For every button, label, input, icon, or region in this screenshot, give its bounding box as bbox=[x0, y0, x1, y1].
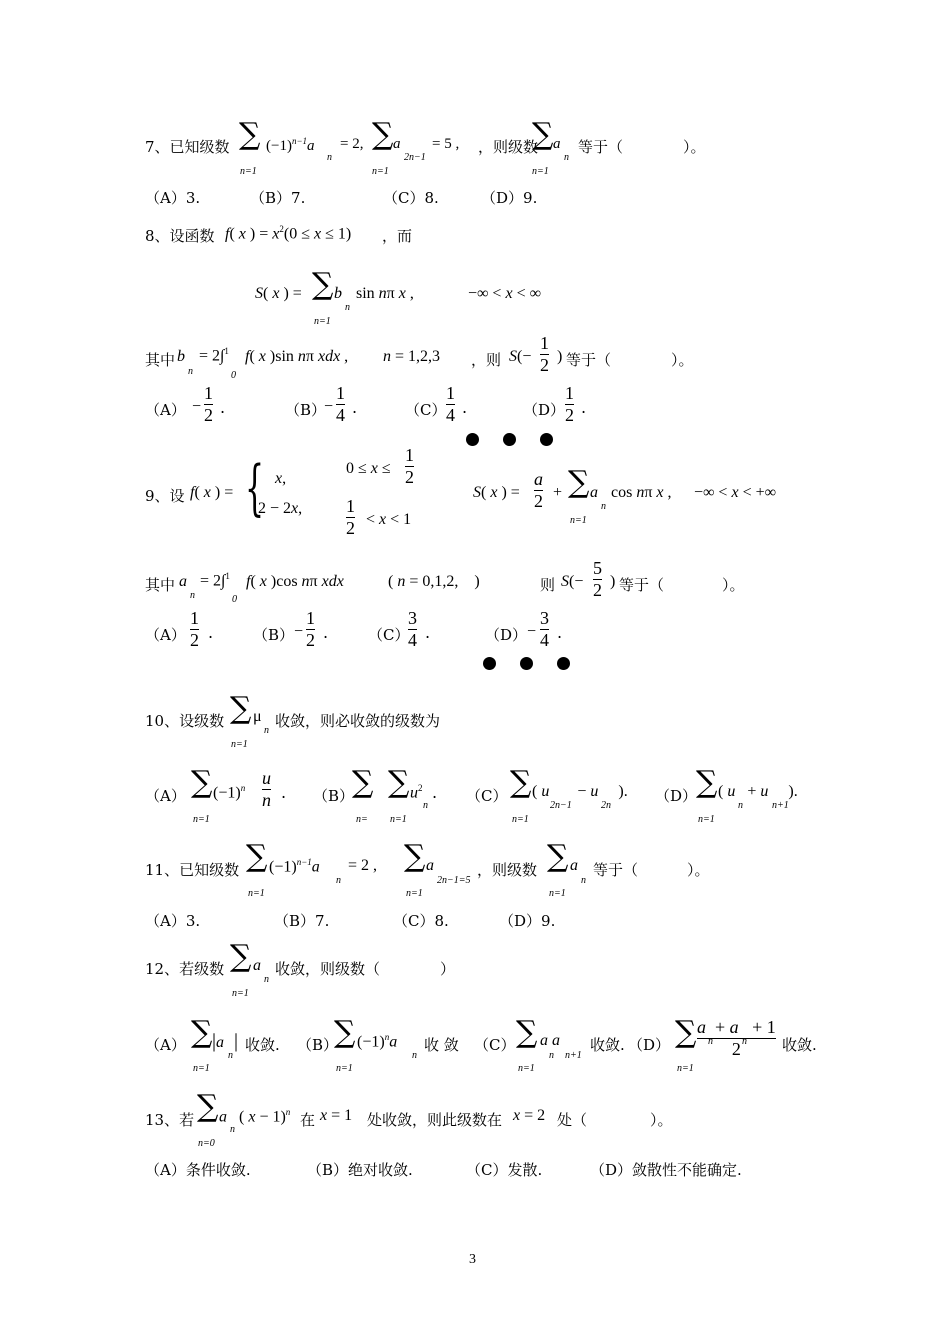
q13-stem-a: 若 bbox=[179, 1111, 195, 1129]
q8-lower-0: 0 bbox=[231, 370, 236, 381]
q11-sub-n: n bbox=[336, 875, 341, 886]
q10-sub-2n1: 2n−1 bbox=[550, 800, 572, 811]
limit-n1: n=1 bbox=[390, 814, 407, 825]
q11-stem-a: 已知级数 bbox=[179, 861, 240, 879]
bullet-dot bbox=[520, 657, 533, 670]
sigma-symbol: ∑ bbox=[239, 117, 261, 152]
q8-tail: ，而 bbox=[382, 227, 413, 245]
q13-option-a[interactable]: （A）条件收敛. bbox=[145, 1161, 251, 1179]
fraction-1-2: 1 2 bbox=[346, 496, 355, 538]
q12-option-a[interactable]: （A） bbox=[145, 1036, 186, 1054]
bullet-dot bbox=[540, 433, 553, 446]
q8-fx-def: f( x ) = $x^2(0 \le x \le 1)$ bbox=[225, 224, 352, 243]
q7-option-c[interactable]: （C）8. bbox=[383, 189, 439, 207]
q12-conv-d: 收敛. bbox=[782, 1036, 817, 1054]
q8-line3-d: ）。 bbox=[671, 351, 694, 369]
q8-option-b[interactable]: （B） bbox=[285, 401, 327, 419]
q7-sub-n: n bbox=[327, 152, 332, 163]
sigma-symbol: ∑ bbox=[404, 839, 426, 874]
limit-n1: n=1 bbox=[549, 888, 566, 899]
period: . bbox=[281, 783, 287, 802]
q10-stem-a: 设级数 bbox=[179, 712, 225, 730]
sigma-symbol: ∑ bbox=[372, 117, 394, 152]
fraction-5-2: 5 2 bbox=[593, 558, 602, 600]
q10-option-b[interactable]: （B） bbox=[313, 787, 355, 805]
q8-stem-text: 设函数 bbox=[169, 227, 215, 245]
q8-n-values: n = 1,2,3 bbox=[383, 348, 441, 365]
q8-line3-b: ，则 bbox=[471, 351, 502, 369]
q12-stem bbox=[145, 958, 224, 979]
limit-n1: n=1 bbox=[240, 166, 257, 177]
q10-d-term: ( u + u ). bbox=[718, 783, 798, 800]
q10-sub-2n: 2n bbox=[601, 800, 611, 811]
limit-n1: n=1 bbox=[512, 814, 529, 825]
q9-sub-n: n bbox=[190, 590, 195, 601]
q12-stem-a: 若级数 bbox=[179, 960, 225, 978]
q12-option-c[interactable]: （C） bbox=[474, 1036, 516, 1054]
q10-sub-n: n bbox=[738, 800, 743, 811]
q12-conv-c: 收敛. bbox=[590, 1036, 625, 1054]
q12-sub-n: n bbox=[264, 974, 269, 985]
q12-sub-n: n bbox=[412, 1050, 417, 1061]
sigma-symbol: ∑ bbox=[197, 1089, 219, 1124]
limit-n1: n=1 bbox=[336, 1063, 353, 1074]
q11-stem bbox=[145, 859, 239, 880]
q8-sub-n: n bbox=[188, 366, 193, 377]
q11-term1: $(-1)^{n-1}a$ bbox=[269, 857, 320, 876]
q13-option-b[interactable]: （B）绝对收敛. bbox=[307, 1161, 413, 1179]
period: . bbox=[208, 623, 214, 642]
q13-stem-c: 处收敛，则此级数在 bbox=[367, 1111, 503, 1129]
q7-stem-c: 等于（ bbox=[578, 138, 624, 156]
bullet-dot bbox=[557, 657, 570, 670]
q13-x1: x = 1 bbox=[320, 1107, 353, 1124]
period: . bbox=[462, 398, 468, 417]
fraction-1-2: 1 2 bbox=[565, 383, 574, 425]
q12-sub-n: n bbox=[549, 1050, 554, 1061]
q9-case2: 2 − 2x, bbox=[258, 500, 303, 517]
q9-case1: x, bbox=[275, 470, 287, 487]
q8-b: b bbox=[334, 285, 342, 302]
q7-option-a[interactable]: （A）3. bbox=[145, 189, 201, 207]
period: . bbox=[425, 623, 431, 642]
q8-range: −∞ < x < ∞ bbox=[468, 285, 541, 302]
q7-stem-a: 已知级数 bbox=[169, 138, 230, 156]
q10-option-d[interactable]: （D） bbox=[655, 787, 698, 805]
limit-n1: n=1 bbox=[570, 515, 587, 526]
q11-a: a bbox=[426, 857, 434, 874]
q7-stem-b: ，则级数 bbox=[478, 138, 539, 156]
limit-n1: n=1 bbox=[698, 814, 715, 825]
sigma-symbol: ∑ bbox=[312, 267, 334, 302]
q11-option-c[interactable]: （C）8. bbox=[393, 912, 449, 930]
q11-stem-b: ，则级数 bbox=[477, 861, 538, 879]
q7-option-b[interactable]: （B）7. bbox=[250, 189, 306, 207]
q12-a: a bbox=[253, 957, 261, 974]
limit-n1: n=1 bbox=[372, 166, 389, 177]
sigma-symbol: ∑ bbox=[675, 1015, 697, 1050]
q9-paren: ) bbox=[610, 573, 616, 590]
q7-stem-d: ）。 bbox=[683, 138, 706, 156]
sigma-symbol: ∑ bbox=[246, 839, 268, 874]
q9-fx: f( x ) = bbox=[190, 484, 234, 501]
sigma-symbol: ∑ bbox=[191, 1015, 213, 1050]
limit-n1: n=1 bbox=[193, 1063, 210, 1074]
q11-sub-n2: n bbox=[581, 875, 586, 886]
q10-stem-b: 收敛，则必收敛的级数为 bbox=[275, 712, 441, 730]
q12-sub-n1: n+1 bbox=[565, 1050, 582, 1061]
q9-integrand: f( x )cos nπ xdx bbox=[246, 573, 344, 590]
q13-stem-d: 处（ bbox=[557, 1111, 588, 1129]
q9-line3-b: 则 bbox=[540, 576, 556, 594]
q12-option-b[interactable]: （B） bbox=[297, 1036, 339, 1054]
bullet-dot bbox=[466, 433, 479, 446]
q12-c-term: a a bbox=[540, 1032, 560, 1049]
q13-stem-e: ）。 bbox=[650, 1111, 673, 1129]
q11-stem-d: ）。 bbox=[687, 861, 710, 879]
q11-stem-c: 等于（ bbox=[593, 861, 639, 879]
sigma-symbol: ∑ bbox=[696, 765, 718, 800]
q8-line3-c: 等于（ bbox=[566, 351, 612, 369]
q13-number: 13、 bbox=[145, 1111, 180, 1129]
q13-stem bbox=[145, 1109, 194, 1130]
q13-x2: x = 2 bbox=[513, 1107, 546, 1124]
fraction-sum-over-2: a + a + 1 2 bbox=[697, 1017, 776, 1059]
q9-sx: S( x ) = bbox=[473, 484, 520, 501]
bullet-dot bbox=[503, 433, 516, 446]
q9-minus: − bbox=[527, 623, 537, 640]
q10-number: 10、 bbox=[145, 712, 180, 730]
q11-eq2: = 2 , bbox=[348, 857, 378, 874]
q13-option-c[interactable]: （C）发散. bbox=[466, 1161, 543, 1179]
q9-sub-n: n bbox=[601, 501, 606, 512]
q7-option-d[interactable]: （D）9. bbox=[481, 189, 538, 207]
q9-option-d[interactable]: （D） bbox=[485, 626, 528, 644]
q7-a: a bbox=[393, 136, 401, 152]
fraction-a-2: a 2 bbox=[534, 469, 543, 511]
q11-option-a[interactable]: （A）3. bbox=[145, 912, 201, 930]
q9-lower-0: 0 bbox=[232, 594, 237, 605]
sigma-symbol: ∑ bbox=[532, 117, 554, 152]
sigma-symbol: ∑ bbox=[516, 1015, 538, 1050]
q8-option-d[interactable]: （D） bbox=[523, 401, 566, 419]
q11-a2: a bbox=[570, 857, 578, 874]
q8-integrand: f( x )sin nπ xdx , bbox=[245, 348, 349, 365]
fraction-1-2: 1 2 bbox=[204, 383, 213, 425]
q13-option-d[interactable]: （D）敛散性不能确定. bbox=[590, 1161, 742, 1179]
q10-a-term: $(-1)^n$ bbox=[213, 783, 246, 802]
q11-option-d[interactable]: （D）9. bbox=[499, 912, 556, 930]
sigma-symbol: ∑ bbox=[334, 1015, 356, 1050]
q10-mu: μ bbox=[253, 708, 262, 725]
q9-an: a bbox=[179, 573, 187, 590]
q9-cos: cos nπ x , bbox=[611, 484, 672, 501]
q8-S: S(− bbox=[509, 348, 532, 365]
q11-option-b[interactable]: （B）7. bbox=[274, 912, 330, 930]
limit-n1: n=1 bbox=[248, 888, 265, 899]
sigma-symbol: ∑ bbox=[352, 765, 374, 800]
q10-option-c[interactable]: （C） bbox=[466, 787, 508, 805]
q7-sub-2n1: 2n−1 bbox=[404, 152, 426, 163]
q8-stem bbox=[145, 225, 215, 246]
limit-n0: n=0 bbox=[198, 1138, 215, 1149]
q9-a: a bbox=[590, 484, 598, 501]
q8-integral: = 2∫$^1$ bbox=[199, 346, 229, 365]
q8-sx: S( x ) = bbox=[255, 285, 302, 302]
q12-stem-c: ） bbox=[440, 960, 456, 978]
bullet-dot bbox=[483, 657, 496, 670]
limit-n1: n=1 bbox=[518, 1063, 535, 1074]
q8-minus: − bbox=[324, 398, 334, 415]
q12-option-d[interactable]: （D） bbox=[628, 1036, 671, 1054]
q8-option-a[interactable]: （A） bbox=[145, 401, 186, 419]
q8-line3-a: 其中 bbox=[145, 351, 176, 369]
q8-paren: ) bbox=[557, 348, 563, 365]
sigma-symbol: ∑ bbox=[510, 765, 532, 800]
limit-n1: n=1 bbox=[406, 888, 423, 899]
q9-minus: − bbox=[294, 623, 304, 640]
q8-option-c[interactable]: （C） bbox=[405, 401, 447, 419]
q10-stem bbox=[145, 710, 224, 731]
q7-term1: $(-1)^{n-1}a$ bbox=[266, 136, 315, 154]
q8-number: 8、 bbox=[145, 227, 170, 245]
q12-sub-n: n bbox=[708, 1036, 713, 1047]
q9-cond1: 0 ≤ x ≤ bbox=[346, 460, 391, 477]
q12-abs: |a | bbox=[212, 1030, 239, 1052]
q9-option-a[interactable]: （A） bbox=[145, 626, 186, 644]
left-brace: { bbox=[245, 453, 265, 523]
fraction-3-4: 3 4 bbox=[408, 608, 417, 650]
q13-sub-n: n bbox=[230, 1124, 235, 1135]
q7-eq2: = 2, bbox=[340, 136, 364, 152]
fraction-1-4: 1 4 bbox=[336, 383, 345, 425]
q7-stem bbox=[145, 136, 230, 157]
page-number: 3 bbox=[469, 1252, 476, 1267]
period: . bbox=[323, 623, 329, 642]
q12-b-term: $(-1)^na$ bbox=[357, 1032, 398, 1051]
q7-number: 7、 bbox=[145, 138, 170, 156]
q7-eq5: = 5 , bbox=[432, 136, 460, 152]
sigma-symbol: ∑ bbox=[388, 765, 410, 800]
fraction-1-4: 1 4 bbox=[446, 383, 455, 425]
q8-sin: sin nπ x , bbox=[356, 285, 414, 302]
sigma-symbol: ∑ bbox=[547, 839, 569, 874]
q10-u2: $u^2$ bbox=[410, 783, 423, 802]
q12-sub-n: n bbox=[742, 1036, 747, 1047]
limit-n1: n=1 bbox=[314, 316, 331, 327]
limit-n1: n=1 bbox=[232, 988, 249, 999]
q8-bn: b bbox=[177, 348, 185, 365]
fraction-u-n: u n bbox=[262, 768, 271, 810]
limit-n1: n=1 bbox=[677, 1063, 694, 1074]
q12-conv-b: 收 敛 bbox=[424, 1036, 459, 1054]
q10-sub-n: n bbox=[264, 725, 269, 736]
limit-n1: n=1 bbox=[231, 739, 248, 750]
q12-sub-n: n bbox=[228, 1050, 233, 1061]
q9-n-values: ( n = 0,1,2, ) bbox=[388, 573, 480, 590]
q9-number: 9、 bbox=[145, 487, 170, 505]
fraction-1-2: 1 2 bbox=[540, 333, 549, 375]
fraction-3-4: 3 4 bbox=[540, 608, 549, 650]
fraction-1-2: 1 2 bbox=[190, 608, 199, 650]
q7-a2: a bbox=[553, 136, 561, 152]
fraction-1-2: 1 2 bbox=[405, 445, 414, 487]
q12-stem-b: 收敛，则级数（ bbox=[275, 960, 381, 978]
q7-sub-n2: n bbox=[564, 152, 569, 163]
sigma-symbol: ∑ bbox=[230, 939, 252, 974]
q10-option-a[interactable]: （A） bbox=[145, 787, 186, 805]
q8-sub-n: n bbox=[345, 302, 350, 313]
q10-c-term: ( u − u ). bbox=[532, 783, 628, 800]
period: . bbox=[581, 398, 587, 417]
q12-conv-a: 收敛. bbox=[245, 1036, 280, 1054]
q9-cond2: < x < 1 bbox=[366, 511, 412, 528]
q9-plus: + bbox=[553, 484, 563, 501]
q8-minus: − bbox=[192, 398, 202, 415]
period: . bbox=[432, 783, 438, 802]
sigma-symbol: ∑ bbox=[230, 691, 252, 726]
limit-n1: n=1 bbox=[193, 814, 210, 825]
q9-option-c[interactable]: （C） bbox=[368, 626, 410, 644]
q10-sub-n: n bbox=[423, 800, 428, 811]
q13-stem-b: 在 bbox=[300, 1111, 316, 1129]
q9-S: S(− bbox=[561, 573, 584, 590]
q9-line3-c: 等于（ bbox=[619, 576, 665, 594]
q11-sub-2n15: 2n−1=5 bbox=[437, 875, 471, 886]
period: . bbox=[220, 398, 226, 417]
limit-n-eq: n= bbox=[356, 814, 368, 825]
limit-n1: n=1 bbox=[532, 166, 549, 177]
period: . bbox=[557, 623, 563, 642]
q10-sub-n1: n+1 bbox=[772, 800, 789, 811]
period: . bbox=[352, 398, 358, 417]
sigma-symbol: ∑ bbox=[568, 465, 590, 500]
q9-integral: = 2∫$^1$ bbox=[200, 571, 230, 590]
q13-term: a ( x − 1)$^n$ bbox=[219, 1107, 291, 1126]
q9-line3-a: 其中 bbox=[145, 576, 176, 594]
q9-stem bbox=[145, 485, 185, 506]
q9-option-b[interactable]: （B） bbox=[253, 626, 295, 644]
q9-stem-text: 设 bbox=[169, 487, 185, 505]
q12-number: 12、 bbox=[145, 960, 180, 978]
q9-line3-d: ）。 bbox=[722, 576, 745, 594]
q9-range: −∞ < x < +∞ bbox=[694, 484, 777, 501]
fraction-1-2: 1 2 bbox=[306, 608, 315, 650]
sigma-symbol: ∑ bbox=[191, 765, 213, 800]
q11-number: 11、 bbox=[145, 861, 180, 879]
